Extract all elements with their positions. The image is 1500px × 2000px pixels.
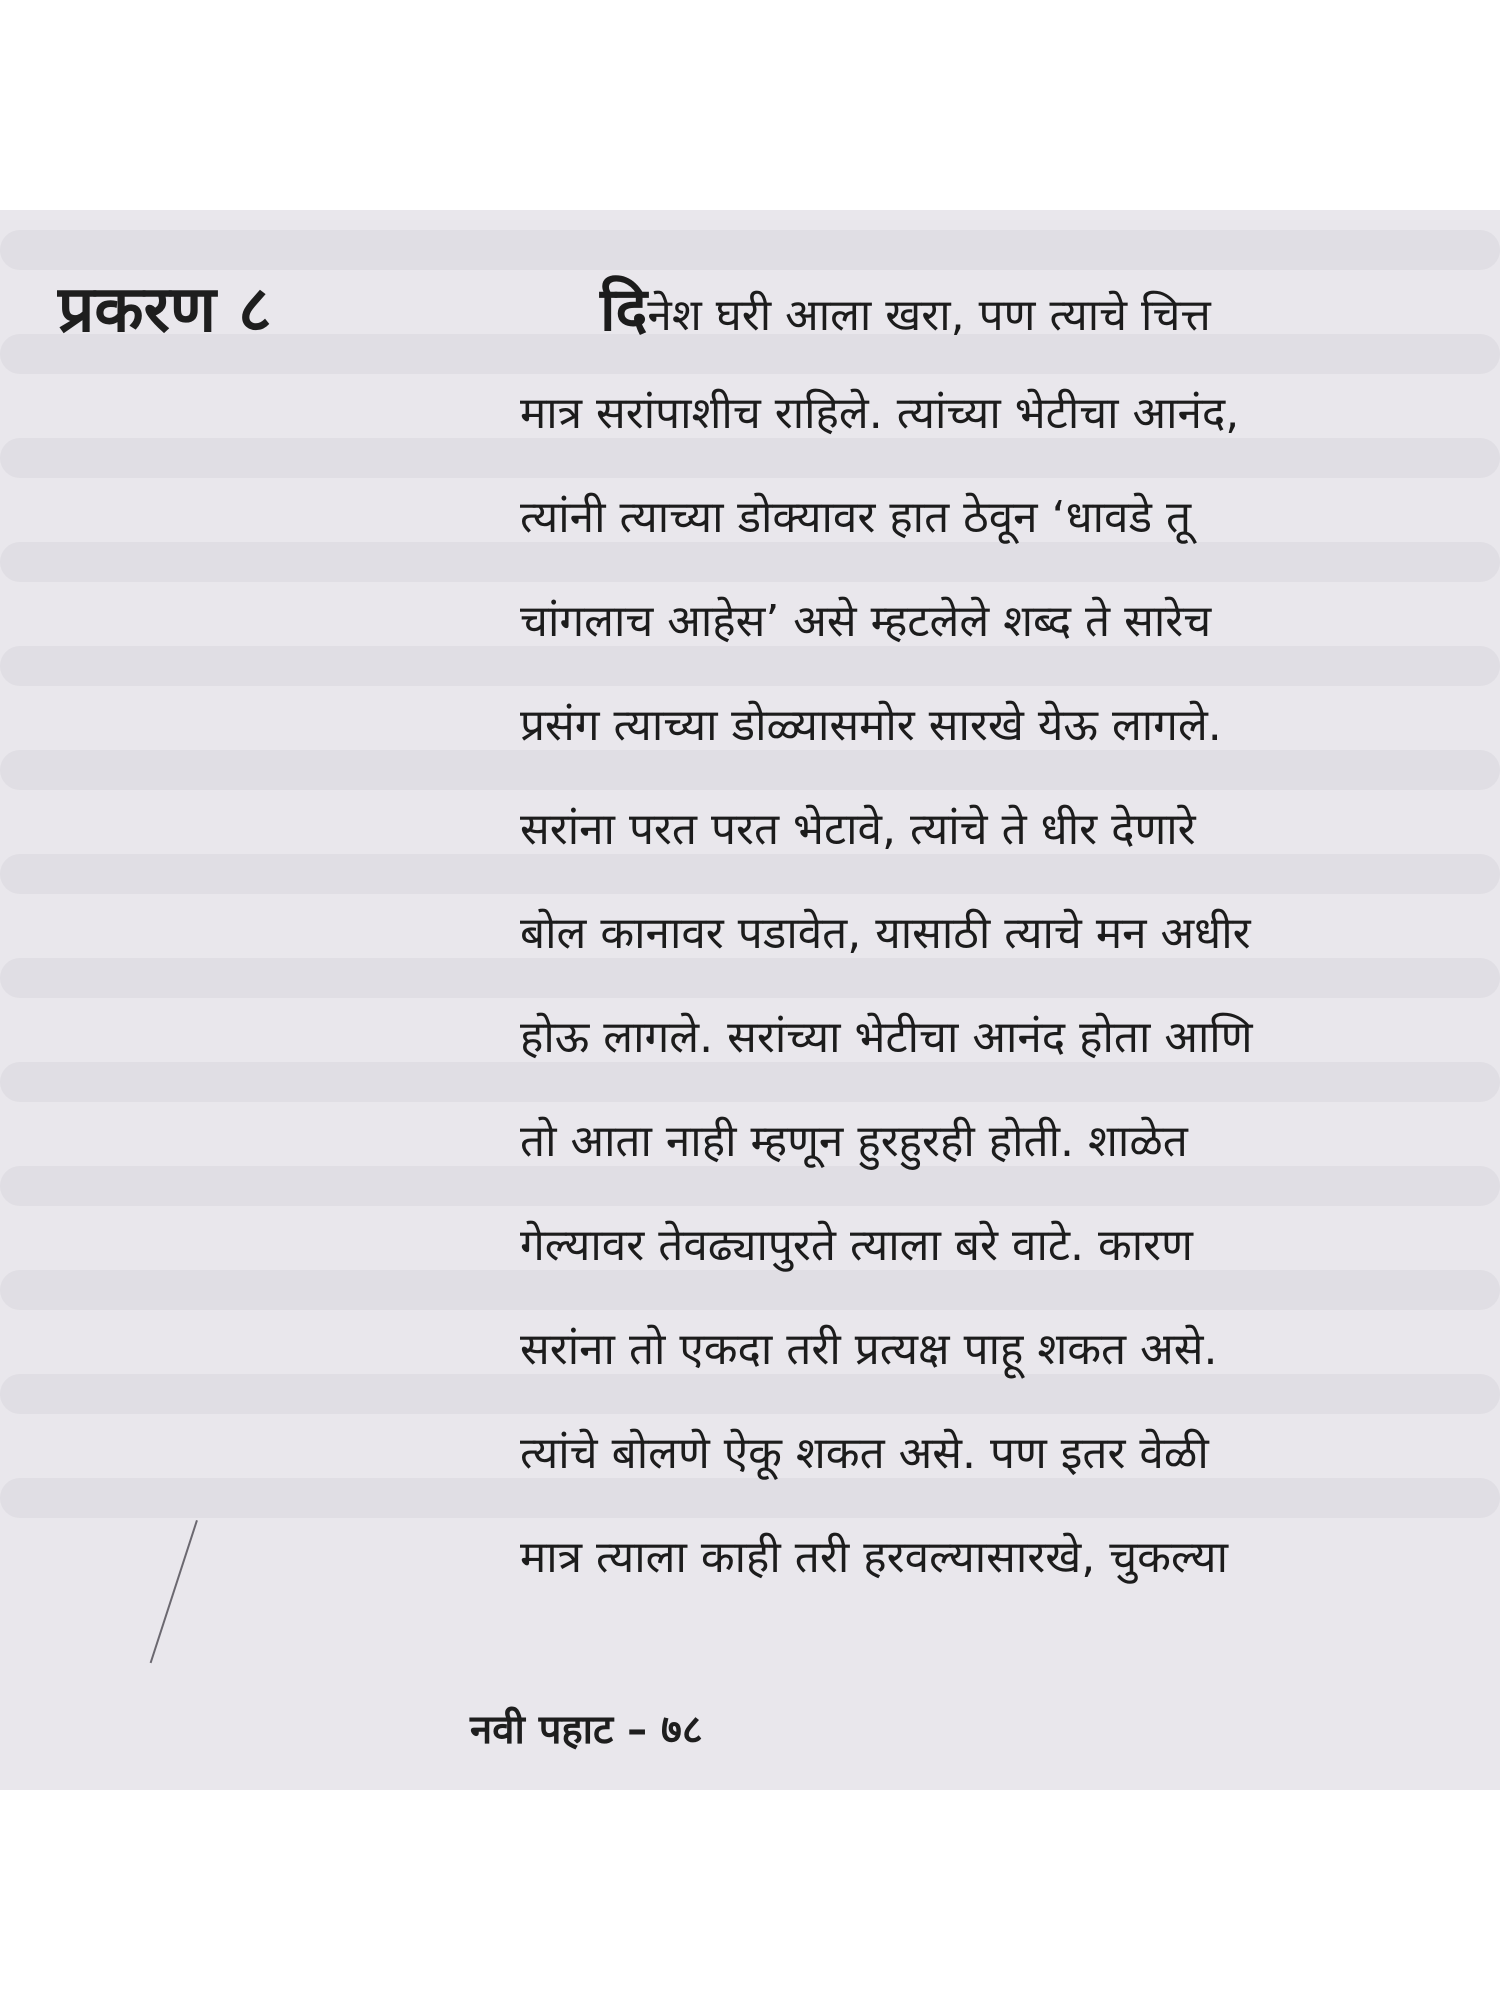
- paragraph-line: [520, 270, 1480, 374]
- paragraph-line: तो आता नाही म्हणून हुरहुरही होती. शाळेत: [520, 1116, 1188, 1167]
- paragraph-line: सरांना तो एकदा तरी प्रत्यक्ष पाहू शकत असे.: [520, 1324, 1218, 1375]
- book-page: [0, 210, 1500, 1790]
- paragraph-line: चांगलाच आहेस’ असे म्हटलेले शब्द ते सारेच: [520, 596, 1212, 647]
- paragraph-line: मात्र सरांपाशीच राहिले. त्यांच्या भेटीचा आनंद,: [520, 388, 1240, 439]
- drop-letter: दि: [600, 275, 648, 345]
- paragraph-line: गेल्यावर तेवढ्यापुरते त्याला बरे वाटे. कारण: [520, 1220, 1193, 1271]
- paragraph-line: सरांना परत परत भेटावे, त्यांचे ते धीर देणारे: [520, 804, 1196, 855]
- paragraph-line: होऊ लागले. सरांच्या भेटीचा आनंद होता आणि: [520, 1012, 1253, 1063]
- paragraph-line: बोल कानावर पडावेत, यासाठी त्याचे मन अधीर: [520, 908, 1251, 959]
- paragraph-line: प्रसंग त्याच्या डोळ्यासमोर सारखे येऊ लागले.: [520, 700, 1222, 751]
- page-footer: नवी पहाट – ७८: [470, 1707, 703, 1753]
- paragraph-line: त्यांचे बोलणे ऐकू शकत असे. पण इतर वेळी: [520, 1428, 1209, 1479]
- chapter-paragraph: [520, 270, 1480, 1622]
- paragraph-line: त्यांनी त्याच्या डोक्यावर हात ठेवून ‘धावडे तू: [520, 492, 1192, 543]
- show-through-text: [0, 230, 1500, 270]
- paragraph-line: मात्र त्याला काही तरी हरवल्यासारखे, चुकल्या: [520, 1532, 1228, 1583]
- chapter-heading: प्रकरण ८: [58, 273, 272, 347]
- first-line-text: नेश घरी आला खरा, पण त्याचे चित्त: [647, 290, 1211, 341]
- paper-scratch: [150, 1520, 198, 1663]
